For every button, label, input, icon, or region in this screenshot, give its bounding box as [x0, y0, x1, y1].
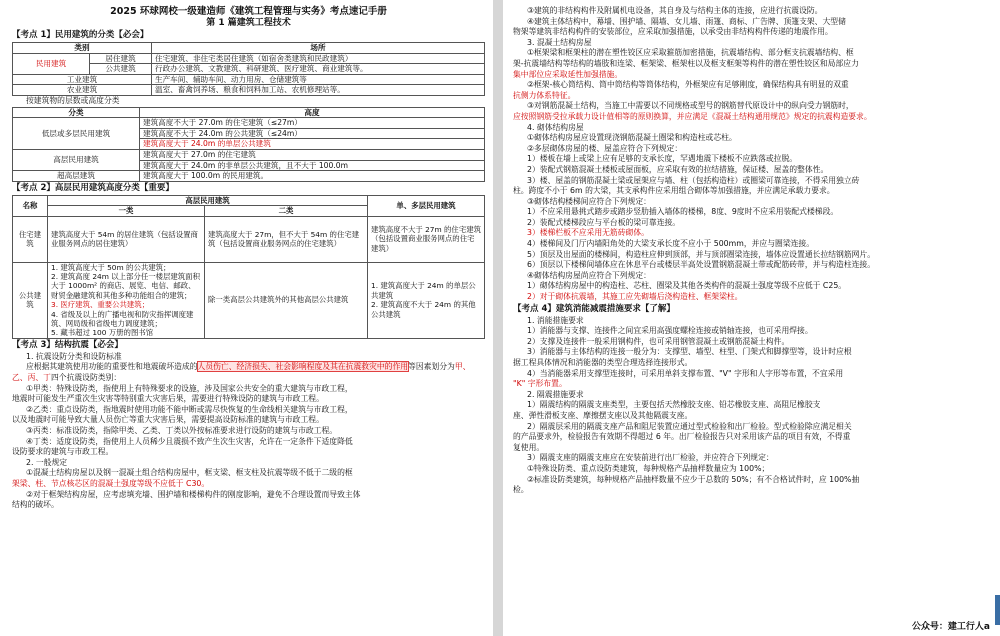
paragraph: 1. 抗震设防分类和设防标准	[26, 351, 122, 361]
paragraph: 2）支撑及连接件一般采用钢构件，也可采用钢管混凝土或钢筋混凝土构件。	[527, 336, 790, 346]
paragraph: 1）消能器与支撑、连接件之间宜采用高强度螺栓连接或销轴连接，也可采用焊接。	[527, 326, 813, 336]
table-cell: 住宅建筑	[13, 216, 48, 262]
table-cell: 工业建筑	[13, 74, 152, 85]
table-cell	[48, 262, 205, 338]
table-cell: 建筑高度不大于 27.0m 的住宅建筑（≤27m）	[140, 118, 485, 129]
highlight: 人员伤亡、经济损失、社会影响程度及其在抗震救灾中的作用	[197, 362, 409, 372]
list-item: 3. 医疗建筑、重要公共建筑；	[51, 300, 150, 310]
list-item: 2. 建筑高度不大于 24m 的其他公共建筑	[371, 300, 476, 319]
table-header: 高度	[140, 107, 485, 118]
table-cell: 建筑高度大于 100.0m 的民用建筑。	[140, 171, 485, 182]
list-item: 1. 建筑高度大于 24m 的单层公共建筑	[371, 281, 476, 300]
paragraph: 检。	[513, 485, 529, 495]
paragraph: 物架等建筑非结构构件的安装部位，应采取加强措施，以承受由非结构构件传递的地震作用。	[513, 27, 833, 37]
left-page	[0, 0, 493, 636]
paragraph: ③对钢筋混凝土结构，当施工中需要以不同规格或型号的钢筋替代原设计中的纵向受力钢筋时，	[527, 101, 854, 111]
table-cell: 农业建筑	[13, 85, 152, 96]
paragraph: 2）对于砌体抗震墙，其施工应先砌墙后浇构造柱、框架梁柱。	[527, 292, 743, 302]
table-cell: 建筑高度大于 54m 的居住建筑（包括设置商业服务网点的居住建筑）	[48, 216, 205, 262]
paragraph: ④建筑主体结构中，幕墙、围护墙、隔墙、女儿墙、雨篷、商标、广告牌、顶篷支架、大型储	[527, 16, 846, 26]
paragraph: 3）隔震支座的隔震支座应在安装前进行出厂检验，并应符合下列规定：	[527, 453, 774, 463]
paragraph: 设防要求的建筑与市政工程。	[12, 447, 114, 457]
paragraph: 4）楼梯间及门厅内墙阳角处的大梁支承长度不应小于 500mm，并应与圈梁连接。	[527, 239, 815, 249]
paragraph: 3）消能器与主体结构的连接一般分为：支撑型、墙型、柱型、门架式和脚撑型等，设计时应根	[527, 347, 852, 357]
table-cell: 居住建筑	[90, 53, 152, 64]
paragraph: 结构的破坏。	[12, 500, 59, 510]
paragraph: ③丙类：标准设防类，指除甲类、乙类、丁类以外按标准要求进行设防的建筑与市政工程。	[26, 425, 338, 435]
paragraph: 的产品要求外，检验报告有效期不得超过 6 年。出厂检验报告只对采用该产品的项目有效，不得重	[513, 432, 851, 442]
high-rise-classification-table	[12, 195, 485, 339]
table-header: 一类	[48, 206, 205, 216]
paragraph: 地震时可能发生严重次生灾害等特别重大灾害后果，需要进行特殊设防的建筑与市政工程。	[12, 394, 324, 404]
section-heading-2: 【考点 2】高层民用建筑高度分类【重要】	[12, 182, 174, 193]
table-header: 名称	[13, 195, 48, 216]
table-header: 类别	[13, 43, 152, 54]
paragraph: 据工程具体情况和消能器的类型合理选择连接形式。	[513, 358, 693, 367]
paragraph: ②标准设防类建筑，每种规格产品抽样数量不应少于总数的 50%；有不合格试件时，应 100%抽	[527, 474, 860, 484]
paragraph: ①砌体结构房屋应设置现浇钢筋混凝土圈梁和构造柱或芯柱。	[527, 133, 737, 143]
highlight: 甲、乙、丙、丁	[12, 362, 471, 382]
paragraph: ②对于框架结构房屋，应考虑填充墙、围护墙和楼梯构件的刚度影响，避免不合理设置而导致主体	[26, 489, 361, 499]
table-cell: 行政办公建筑、文教建筑、科研建筑、医疗建筑、商业建筑等。	[152, 64, 485, 75]
paragraph: 2. 一般规定	[26, 457, 68, 467]
paragraph: 1）砌体结构房屋中的构造柱、芯柱、圈梁及其他各类构件的混凝土强度等级不应低于 C25。	[527, 281, 847, 291]
paragraph: 2. 隔震措施要求	[527, 389, 584, 399]
table-cell: 民用建筑	[13, 53, 90, 74]
list-item: 4. 省级及以上的广播电视和防灾指挥调度建筑、网局级和省级电力调度建筑；	[51, 309, 194, 328]
paragraph: 架梁、柱、节点核芯区的混凝土强度等级不应低于 C30。	[12, 478, 210, 488]
paragraph: 3. 混凝土结构房屋	[527, 37, 592, 47]
table-header: 单、多层民用建筑	[368, 195, 485, 216]
table-cell: 超高层建筑	[13, 171, 140, 182]
right-page	[503, 0, 1000, 636]
page-gap	[493, 0, 503, 636]
paragraph: 2）隔震层采用的隔震支座产品和阻尼装置应通过型式检验和出厂检验。型式检验除应满足相关	[527, 421, 852, 431]
paragraph: ①甲类：特殊设防类，指使用上有特殊要求的设施，涉及国家公共安全的重大建筑与市政工程，	[26, 383, 353, 393]
text-span: 等因素划分为	[408, 362, 455, 372]
paragraph: 4. 砌体结构房屋	[527, 122, 584, 132]
paragraph: 4）当消能器采用支撑型连接时，可采用单斜支撑布置、"V" 字形和人字形等布置，不宜采用	[527, 368, 844, 378]
table-cell: 除一类高层公共建筑外的其他高层公共建筑	[205, 262, 368, 338]
paragraph: 6）顶层以下楼梯间墙体应在休息平台或楼层半高处设置钢筋混凝土带或配筋砖带，并与构造柱连接。	[527, 260, 876, 270]
chapter-title: 第 1 篇建筑工程技术	[206, 18, 291, 28]
table-cell: 建筑高度大于 27m，但不大于 54m 的住宅建筑（包括设置商业服务网点的住宅建筑）	[205, 216, 368, 262]
text-span: 四个抗震设防类别：	[50, 372, 122, 382]
paragraph: 按建筑物的层数或高度分类	[26, 95, 120, 105]
paragraph: 座、弹性滑板支座、摩擦摆支座以及其他隔震支座。	[513, 410, 693, 420]
section-heading-1: 【考点 1】民用建筑的分类【必会】	[12, 30, 149, 40]
paragraph: 3）楼梯栏板不应采用无筋砖砌体。	[527, 228, 649, 238]
paragraph: ④砌体结构房屋尚应符合下列规定：	[527, 270, 651, 280]
table-cell: 低层或多层民用建筑	[13, 118, 140, 150]
section-heading-4: 【考点 4】建筑消能减震措施要求【了解】	[513, 303, 675, 314]
paragraph: 集中部位应采取延性加强措施。	[513, 69, 623, 79]
paragraph: 2）装配式楼梯段应与平台板的梁可靠连接。	[527, 217, 681, 227]
paragraph: 2）装配式钢筋混凝土楼板或屋面板，应采取有效的拉结措施，保证楼、屋盖的整体性。	[527, 164, 829, 174]
paragraph: 抗侧力体系特征。	[513, 90, 576, 100]
building-classification-table	[12, 42, 485, 96]
table-header: 分类	[13, 107, 140, 118]
paragraph: ②乙类：重点设防类，指地震时使用功能不能中断或需尽快恢复的生命线相关建筑与市政工程，	[26, 404, 353, 414]
paragraph: 1）隔震结构的隔震支座类型，主要包括天然橡胶支座、铅芯橡胶支座、高阻尼橡胶支	[527, 400, 821, 410]
paragraph: "K" 字形布置。	[513, 379, 567, 389]
paragraph	[12, 362, 485, 383]
paragraph: ③建筑的非结构构件及附属机电设备，其自身及与结构主体的连接，应进行抗震设防。	[527, 6, 823, 15]
table-cell: 高层民用建筑	[13, 149, 140, 170]
paragraph: ②框架-核心筒结构、筒中筒结构等筒体结构，外框架应有足够刚度，确保结构具有明显的双重	[527, 80, 849, 90]
footer-wechat: 公众号：建工行人a	[911, 622, 990, 632]
table-header: 二类	[205, 206, 368, 216]
table-header: 高层民用建筑	[48, 195, 368, 205]
table-cell: 建筑高度大于 24.0m 的单层公共建筑	[140, 139, 485, 150]
paragraph: ④丁类：适度设防类，指使用上人员稀少且震损不致产生次生灾害，允许在一定条件下适度降低	[26, 436, 353, 446]
scroll-indicator	[995, 595, 1000, 625]
height-classification-table	[12, 107, 485, 182]
paragraph: 架-抗震墙结构等结构的墙肢和连梁、框架梁、框架柱以及框支框架等构件的潜在塑性铰区和局部应力	[513, 58, 859, 68]
paragraph: 1. 消能措施要求	[527, 315, 584, 325]
paragraph: 以及地震时可能导致大量人员伤亡等重大灾害后果，需要提高设防标准的建筑与市政工程。	[12, 415, 324, 425]
table-cell: 温室、畜禽饲养场、粮食和饲料加工站、农机修理站等。	[152, 85, 485, 96]
table-cell: 住宅建筑、非住宅类居住建筑（如宿舍类建筑和民政建筑）	[152, 53, 485, 64]
paragraph: ①特殊设防类、重点设防类建筑，每种规格产品抽样数量应为 100%；	[527, 463, 770, 473]
list-item: 5. 藏书超过 100 万册的图书馆	[51, 328, 154, 338]
list-item: 2. 建筑高度 24m 以上部分任一楼层建筑面积大于 1000m² 的商店、展览、电信、邮政、财贸金融建筑和其他多种功能组合的建筑；	[51, 271, 200, 300]
table-cell	[368, 262, 485, 338]
paragraph: 3）楼、屋盖的钢筋混凝土梁或屋架应与墙、柱（包括构造柱）或圈梁可靠连接，不得采用独立砖	[527, 175, 860, 185]
table-cell: 公共建筑	[13, 262, 48, 338]
table-cell: 生产车间、辅助车间、动力用房、仓储建筑等	[152, 74, 485, 85]
paragraph: ①框架梁和框架柱的潜在塑性铰区应采取箍筋加密措施，抗震墙结构、部分框支抗震墙结构、框	[527, 48, 854, 58]
table-cell: 建筑高度大于 24.0m 的非单层公共建筑，且不大于 100.0m	[140, 160, 485, 171]
table-cell: 公共建筑	[90, 64, 152, 75]
paragraph: 柱。跨度不小于 6m 的大梁，其支承构件应采用组合砌体等加强措施，并应满足承载力要求。	[513, 186, 835, 196]
paragraph: ①混凝土结构房屋以及钢一混凝土组合结构房屋中，框支梁、框支柱及抗震等级不低于二级的框	[26, 468, 353, 478]
paragraph: ②多层砌体房屋的楼、屋盖应符合下列规定：	[527, 143, 683, 153]
paragraph: 1）不应采用悬挑式踏步或踏步竖肋插入墙体的楼梯，8度、9度时不应采用装配式楼梯段。	[527, 207, 839, 217]
paragraph: 复使用。	[513, 442, 545, 452]
table-cell: 建筑高度大于 27.0m 的住宅建筑	[140, 149, 485, 160]
paragraph: 1）楼板在墙上或梁上应有足够的支承长度，罕遇地震下楼板不应跌落或拉脱。	[527, 154, 798, 164]
table-header: 场所	[152, 43, 485, 54]
table-cell: 建筑高度不大于 24.0m 的公共建筑（≤24m）	[140, 128, 485, 139]
document-title: 2025 环球网校一级建造师《建筑工程管理与实务》考点速记手册	[110, 6, 387, 17]
paragraph: 应按照钢筋受拉承载力设计值相等的原则换算，并应满足《混凝土结构通用规范》规定的抗震构造要求。	[513, 111, 872, 121]
paragraph: 5）顶层及出屋面的楼梯间，构造柱应伸到顶部，并与顶部圈梁连接，墙体应设置通长拉结钢筋网片。	[527, 249, 876, 259]
list-item: 1. 建筑高度大于 50m 的公共建筑；	[51, 262, 171, 272]
text-span: 应根据其建筑使用功能的重要性和地震破坏造成的	[26, 362, 198, 372]
section-heading-3: 【考点 3】结构抗震【必会】	[12, 339, 123, 350]
paragraph: ③砌体结构楼梯间应符合下列规定：	[527, 196, 651, 206]
table-cell: 建筑高度不大于 27m 的住宅建筑（包括设置商业服务网点的住宅建筑）	[368, 216, 485, 262]
